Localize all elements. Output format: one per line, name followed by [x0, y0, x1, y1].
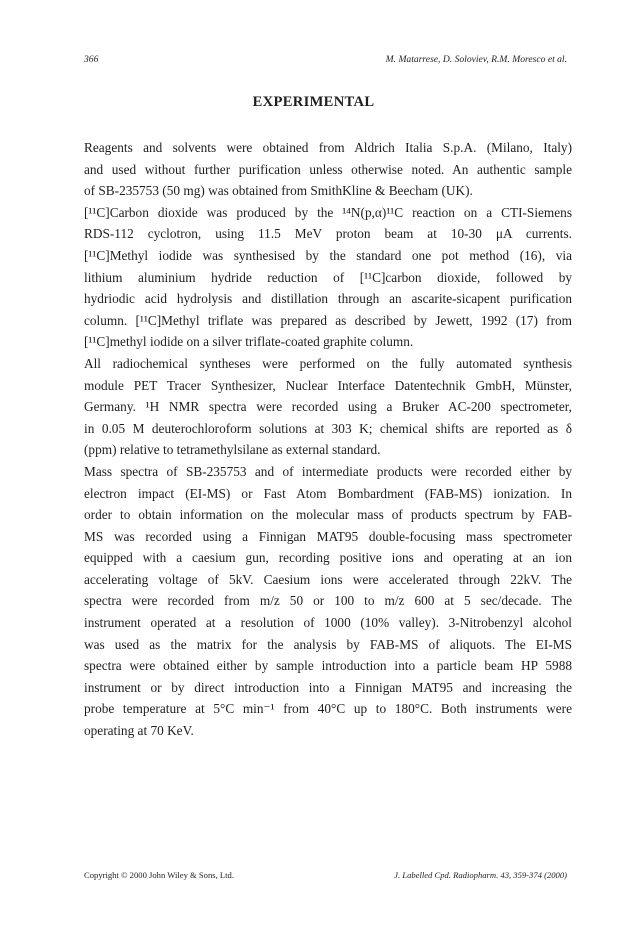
journal-citation: J. Labelled Cpd. Radiopharm. 43, 359-374 (2000) — [394, 870, 567, 880]
text-line: spectra were obtained either by sample introduction into a particle beam HP 5988 — [84, 658, 572, 674]
text-line: [¹¹C]methyl iodide on a silver triflate-coated graphite column. — [84, 334, 414, 350]
text-line: MS was recorded using a Finnigan MAT95 double-focusing mass spectrometer — [84, 528, 572, 544]
text-line: RDS-112 cyclotron, using 11.5 MeV proton beam at 10-30 μA currents. — [84, 226, 572, 242]
experimental-body — [84, 137, 572, 742]
text-line: [¹¹C]Carbon dioxide was produced by the ¹⁴N(p,α)¹¹C reaction on a CTI-Siemens — [84, 204, 572, 220]
text-line: equipped with a caesium gun, recording positive ions and operating at an ion — [84, 550, 572, 566]
text-line: (ppm) relative to tetramethylsilane as external standard. — [84, 442, 381, 458]
text-line: Germany. ¹H NMR spectra were recorded using a Bruker AC-200 spectrometer, — [84, 399, 572, 415]
text-line: was used as the matrix for the analysis by FAB-MS of aliquots. The EI-MS — [84, 636, 572, 652]
text-line: Mass spectra of SB-235753 and of intermediate products were recorded either by — [84, 463, 572, 479]
text-line: Reagents and solvents were obtained from Aldrich Italia S.p.A. (Milano, Italy) — [84, 140, 572, 155]
text-line: column. [¹¹C]Methyl triflate was prepared as described by Jewett, 1992 (17) from — [84, 312, 572, 328]
text-line: of SB-235753 (50 mg) was obtained from SmithKline & Beecham (UK). — [84, 183, 473, 199]
text-line: order to obtain information on the molecular mass of products spectrum by FAB- — [84, 507, 572, 523]
text-line: instrument or by direct introduction into a Finnigan MAT95 and increasing the — [84, 679, 572, 695]
text-line: in 0.05 M deuterochloroform solutions at 303 K; chemical shifts are reported as δ — [84, 420, 572, 436]
text-line: probe temperature at 5°C min⁻¹ from 40°C up to 180°C. Both instruments were — [84, 701, 572, 717]
text-line: module PET Tracer Synthesizer, Nuclear Interface Datentechnik GmbH, Münster, — [84, 377, 572, 393]
text-line: hydriodic acid hydrolysis and distillation through an ascarite-sicapent purification — [84, 291, 572, 307]
text-line: electron impact (EI-MS) or Fast Atom Bombardment (FAB-MS) ionization. In — [84, 485, 572, 501]
text-line: accelerating voltage of 5kV. Caesium ions were accelerated through 22kV. The — [84, 571, 572, 587]
text-line: lithium aluminium hydride reduction of [¹¹C]carbon dioxide, followed by — [84, 269, 572, 285]
text-line: [¹¹C]Methyl iodide was synthesised by the standard one pot method (16), via — [84, 247, 572, 263]
running-head-authors: M. Matarrese, D. Soloviev, R.M. Moresco et al. — [385, 54, 567, 65]
text-line: spectra were recorded from m/z 50 or 100 to m/z 600 at 5 sec/decade. The — [84, 593, 572, 609]
text-line: operating at 70 KeV. — [84, 723, 194, 739]
page-number: 366 — [84, 54, 99, 65]
text-line: and used without further purification unless otherwise noted. An authentic sample — [84, 161, 572, 177]
section-title: EXPERIMENTAL — [252, 94, 375, 110]
text-line: All radiochemical syntheses were performed on the fully automated synthesis — [84, 355, 572, 371]
copyright-notice: Copyright © 2000 John Wiley & Sons, Ltd. — [84, 870, 234, 880]
text-line: instrument operated at a resolution of 1000 (10% valley). 3-Nitrobenzyl alcohol — [84, 615, 572, 631]
